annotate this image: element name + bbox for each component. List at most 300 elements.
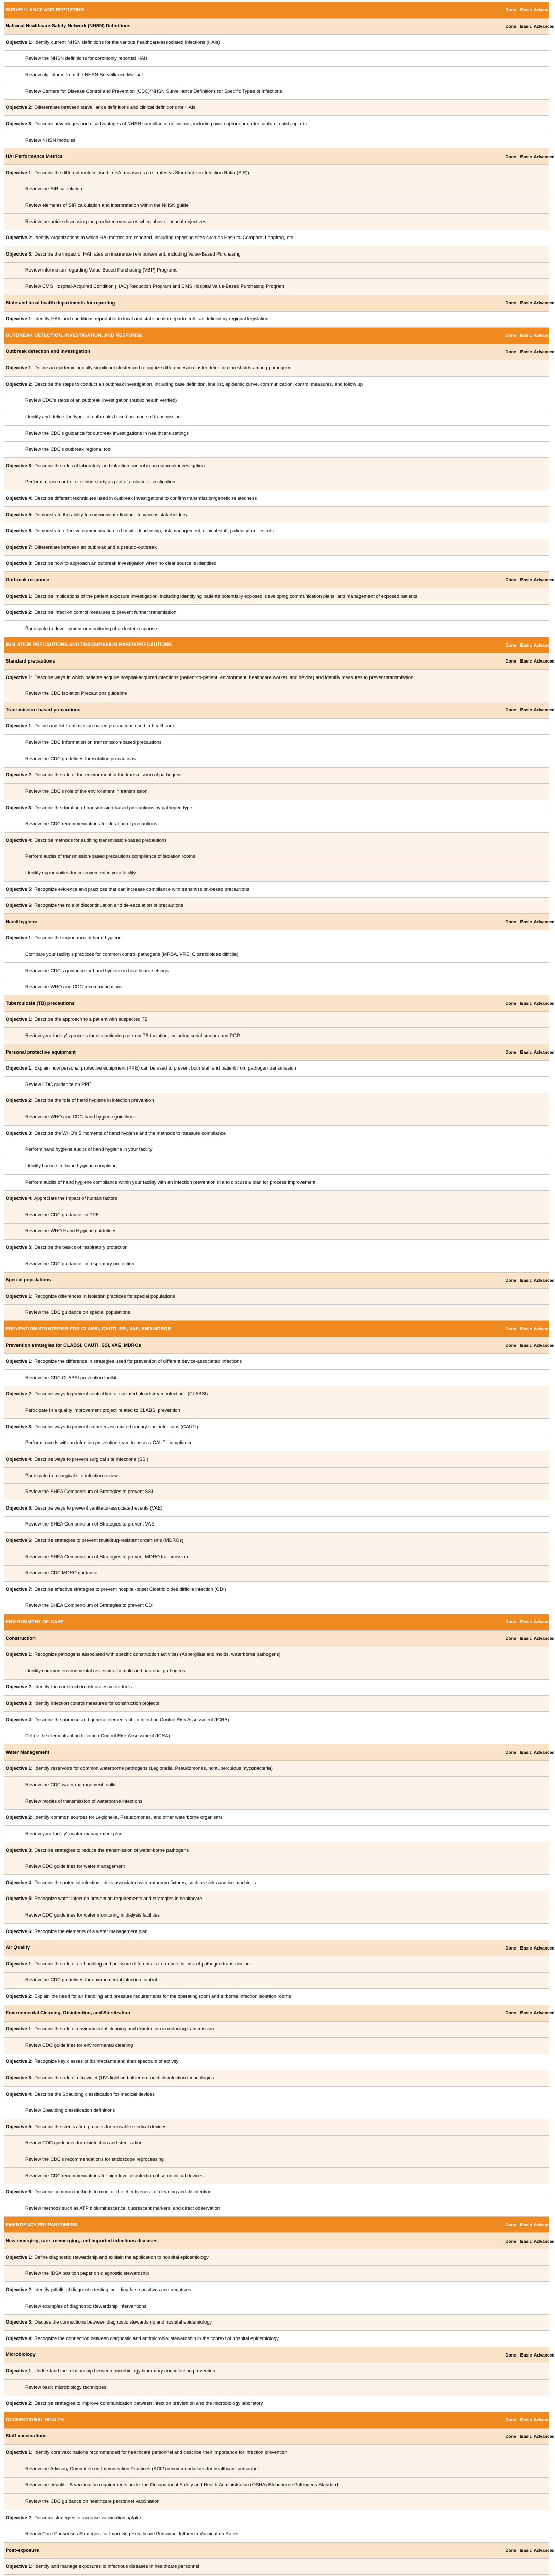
- objective-label: Objective 1:: [6, 39, 33, 45]
- activity-text: Perform rounds with an infection prevention team to assess CAUTI compliance: [25, 1440, 193, 1446]
- activity-text: Review the CDC MDRO guidance: [25, 1570, 98, 1576]
- objective-text: [4, 903, 503, 908]
- subsection-header: [4, 1744, 555, 1761]
- objective-description: Describe common methods to monitor the effectiveness of cleaning and disinfection: [34, 2189, 212, 2195]
- activity-row: [4, 963, 549, 979]
- objective-text: [4, 1294, 503, 1299]
- objective-text: [4, 317, 503, 321]
- activity-row: [4, 2200, 549, 2217]
- objective-row: [4, 1956, 549, 1973]
- advanced-column-header: Advanced: [534, 300, 555, 306]
- objective-row: [4, 1240, 549, 1256]
- objective-text: [4, 1506, 503, 1511]
- objective-text: [4, 2369, 503, 2374]
- objective-description: Define and list transmission-based precautions used in healthcare: [34, 723, 174, 729]
- subsection-header: [4, 1940, 555, 1957]
- subsection-header: [4, 914, 555, 930]
- advanced-column-header: Advanced: [534, 1049, 555, 1055]
- subsection-header: [4, 2347, 555, 2364]
- objective-text: [4, 1425, 503, 1429]
- activity-row: [4, 1907, 549, 1924]
- activity-row: [4, 474, 549, 491]
- objective-row: [4, 1419, 549, 1435]
- objective-description: Recognize the elements of a water management plan: [34, 1928, 148, 1934]
- objective-description: Describe the potential infectious risks associated with bathroom fixtures, such as sinks and ice machines: [34, 1879, 256, 1885]
- subsection-header: [4, 2233, 555, 2249]
- activity-text: Identify common environmental reservoirs for mold and bacterial pathogens: [25, 1668, 186, 1673]
- done-column-header: Done: [505, 349, 516, 354]
- activity-row: [4, 1109, 549, 1126]
- subsection-title: Outbreak response: [6, 577, 49, 582]
- objective-description: Describe the importance of hand hygiene: [34, 935, 122, 941]
- objective-label: Objective 5:: [6, 1896, 33, 1902]
- objective-row: [4, 1582, 549, 1598]
- objective-row: [4, 1696, 549, 1712]
- objective-description: Describe effective strategies to prevent hospital-onset Clostridioides difficile infection (CDI): [34, 1586, 226, 1592]
- activity-text: Review algorithms from the NHSN Surveillance Manual: [25, 72, 143, 78]
- subsection-title: State and local health departments for reporting: [6, 300, 115, 306]
- activity-row: [4, 393, 549, 410]
- section-title: PREVENTION STRATEGIES FOR CLABSI, CAUTI, SSI, VAE, AND MDROS: [6, 1326, 171, 1332]
- done-column-header: Done: [505, 577, 516, 583]
- objective-label: Objective 3:: [6, 1847, 33, 1853]
- objective-label: Objective 4:: [6, 837, 33, 843]
- objective-text: [4, 1017, 503, 1022]
- advanced-column-header: Advanced: [534, 333, 555, 338]
- objective-label: Objective 3:: [6, 1423, 33, 1429]
- basic-column-header: Basic: [520, 1945, 532, 1951]
- activity-row: [4, 1566, 549, 1582]
- advanced-column-header: Advanced: [534, 2548, 555, 2553]
- objective-description: Describe the approach to a patient with suspected TB: [34, 1016, 148, 1022]
- objective-row: [4, 2445, 549, 2461]
- objective-row: [4, 898, 549, 914]
- done-column-header: Done: [505, 2010, 516, 2015]
- activity-row: [4, 2168, 549, 2184]
- objective-label: Objective 4:: [6, 1717, 33, 1722]
- objective-text: [4, 1848, 503, 1853]
- objective-label: Objective 6:: [6, 903, 33, 908]
- objective-row: [4, 1191, 549, 1207]
- objective-text: [4, 2450, 503, 2455]
- objective-row: [4, 1647, 549, 1664]
- objective-text: [4, 122, 503, 126]
- activity-text: Review examples of diagnostic stewardship interventions: [25, 2303, 147, 2309]
- objective-row: [4, 1712, 549, 1728]
- activity-row: [4, 181, 549, 198]
- objective-row: [4, 670, 549, 686]
- activity-text: Review basic microbiology techniques: [25, 2384, 107, 2390]
- objective-description: Identify core vaccinations recommended for healthcare personnel and describe their importance for infection prevention: [34, 2450, 288, 2455]
- objective-row: [4, 1093, 549, 1110]
- activity-row: [4, 1256, 549, 1273]
- objective-label: Objective 1:: [6, 1359, 33, 1364]
- objective-row: [4, 1386, 549, 1403]
- activity-row: [4, 409, 549, 426]
- section-header: [4, 637, 555, 654]
- objective-text: [4, 2255, 503, 2260]
- objective-row: [4, 1891, 549, 1908]
- objective-row: [4, 1126, 549, 1142]
- objective-text: [4, 561, 503, 566]
- objective-description: Describe the role of environmental cleaning and disinfection in reducing transmission: [34, 2026, 214, 2032]
- activity-text: Compare your facility's practices for common control pathogens (MRSA, VRE, Clostridioides difficile): [25, 952, 239, 957]
- objective-text: [4, 529, 503, 533]
- objective-text: [4, 2564, 503, 2569]
- objective-text: [4, 1196, 503, 1201]
- objective-label: Objective 2:: [6, 2059, 33, 2064]
- objective-row: [4, 490, 549, 507]
- objective-row: [4, 2510, 549, 2527]
- activity-text: Review CDC guidelines for environmental cleaning: [25, 2042, 133, 2048]
- objective-text: [4, 1359, 503, 1364]
- basic-column-header: Basic: [520, 577, 532, 583]
- done-column-header: Done: [505, 154, 516, 159]
- basic-column-header: Basic: [520, 1326, 532, 1332]
- section-title: EMERGENCY PREPAREDNESS: [6, 2222, 77, 2227]
- activity-text: Review the SHEA Compendium of Strategies to prevent VAE: [25, 1521, 155, 1527]
- objective-row: [4, 588, 549, 605]
- activity-text: Review CMS Hospital-Acquired Condition (HAC) Reduction Program and CMS Hospital Value-Based Purchasing Program: [25, 284, 284, 290]
- activity-row: [4, 784, 549, 800]
- activity-text: Review the hepatitis B vaccination requirements under the Occupational Safety and Health Administration (OSHA) Bloodborne Pathogens Standard: [25, 2482, 338, 2488]
- activity-row: [4, 197, 549, 214]
- objective-label: Objective 1:: [6, 1766, 33, 1771]
- activity-text: Perform a case control or cohort study as part of a cluster investigation: [25, 479, 175, 485]
- activity-text: Review the WHO Hand Hygiene guidelines: [25, 1228, 117, 1234]
- advanced-column-header: Advanced: [534, 1619, 555, 1625]
- activity-row: [4, 1484, 549, 1500]
- done-column-header: Done: [505, 2238, 516, 2244]
- objective-label: Objective 6:: [6, 1928, 33, 1934]
- objective-row: [4, 719, 549, 735]
- basic-column-header: Basic: [520, 2433, 532, 2439]
- objective-description: Differentiate between surveillance definitions and clinical definitions for HAIs: [34, 105, 196, 110]
- objective-row: [4, 1289, 549, 1305]
- objective-description: Discuss the connections between diagnostic stewardship and hospital epidemiology: [34, 2319, 212, 2325]
- activity-row: [4, 1598, 549, 1615]
- objective-description: Describe strategies to increase vaccination uptake: [34, 2515, 141, 2520]
- advanced-column-header: Advanced: [534, 1277, 555, 1283]
- objective-row: [4, 1842, 549, 1859]
- objective-label: Objective 5:: [6, 1505, 33, 1511]
- objective-description: Identify and manage exposures to infectious diseases in healthcare personnel: [34, 2564, 199, 2569]
- objective-description: Identify HAIs and conditions reportable to local and state health departments, as defined by regional legislation: [34, 316, 269, 322]
- objective-label: Objective 1:: [6, 2564, 33, 2569]
- objective-row: [4, 377, 549, 393]
- done-column-header: Done: [505, 1945, 516, 1951]
- objective-row: [4, 2396, 549, 2413]
- done-column-header: Done: [505, 1326, 516, 1332]
- activity-text: Perform hand hygiene audits of hand hygiene in your facility: [25, 1147, 153, 1153]
- objective-text: [4, 1701, 503, 1706]
- objective-row: [4, 2363, 549, 2380]
- basic-column-header: Basic: [520, 2238, 532, 2244]
- objective-description: Describe the Spaulding classification for medical devices: [34, 2091, 155, 2097]
- section-header: [4, 1321, 555, 1337]
- objective-description: Recognize the difference in strategies used for prevention of different device-associated infections: [34, 1359, 242, 1364]
- objective-text: [4, 252, 503, 257]
- objective-row: [4, 833, 549, 849]
- basic-column-header: Basic: [520, 2010, 532, 2015]
- activity-row: [4, 2494, 549, 2510]
- objective-label: Objective 1:: [6, 2254, 33, 2260]
- subsection-title: National Healthcare Safety Network (NHSN) Definitions: [6, 23, 131, 29]
- objective-text: [4, 1929, 503, 1934]
- activity-row: [4, 83, 549, 100]
- objective-text: [4, 382, 503, 387]
- advanced-column-header: Advanced: [534, 2238, 555, 2244]
- activity-text: Review the Advisory Committee on Immunization Practices (ACIP) recommendations for healthcare personnel: [25, 2466, 259, 2471]
- activity-text: Participate in a quality improvement project related to CLABSI prevention: [25, 1408, 180, 1413]
- done-column-header: Done: [505, 300, 516, 306]
- objective-description: Describe different techniques used in outbreak investigations to confirm transmission/genetic relatedness: [34, 495, 257, 501]
- activity-row: [4, 1175, 549, 1191]
- activity-text: Review the CDC's outbreak regional tool: [25, 447, 112, 452]
- objective-row: [4, 1810, 549, 1826]
- objective-text: [4, 235, 503, 240]
- objective-text: [4, 1587, 503, 1592]
- subsection-title: Water Management: [6, 1749, 49, 1755]
- activity-row: [4, 1370, 549, 1386]
- objective-label: Objective 5:: [6, 1244, 33, 1250]
- basic-column-header: Basic: [520, 2548, 532, 2553]
- advanced-column-header: Advanced: [534, 7, 555, 13]
- activity-text: Review CDC guidelines for water monitoring in dialysis facilities: [25, 1912, 160, 1918]
- objective-label: Objective 3:: [6, 2319, 33, 2325]
- objective-row: [4, 1680, 549, 1696]
- activity-text: Review CDC guidelines for water management: [25, 1863, 125, 1869]
- subsection-title: New emerging, rare, reemerging, and imported infectious diseases: [6, 2238, 158, 2244]
- objective-label: Objective 2:: [6, 2286, 33, 2292]
- objective-label: Objective 1:: [6, 674, 33, 680]
- objective-label: Objective 5:: [6, 512, 33, 517]
- objective-label: Objective 3:: [6, 121, 33, 126]
- objective-description: Identify pitfalls of diagnostic testing including false positives and negatives: [34, 2286, 191, 2292]
- objective-text: [4, 171, 503, 175]
- subsection-title: Standard precautions: [6, 658, 55, 664]
- objective-label: Objective 2:: [6, 381, 33, 387]
- objective-label: Objective 1:: [6, 170, 33, 175]
- activity-row: [4, 2136, 549, 2152]
- objective-row: [4, 1061, 549, 1077]
- objective-description: Describe the duration of transmission-based precautions by pathogen type: [34, 805, 192, 810]
- activity-text: Review the NHSN definitions for commonly reported HAIs: [25, 56, 148, 61]
- objective-description: Describe ways to prevent central line-associated bloodstream infections (CLABSI): [34, 1391, 208, 1397]
- activity-text: Review the CDC Information on transmission-based precautions: [25, 740, 162, 745]
- advanced-column-header: Advanced: [534, 1326, 555, 1332]
- section-title: OCCUPATIONAL HEALTH: [6, 2417, 64, 2422]
- objective-description: Describe the role of the environment in the transmission of pathogens: [34, 772, 182, 778]
- done-column-header: Done: [505, 2352, 516, 2358]
- objective-label: Objective 2:: [6, 2401, 33, 2406]
- activity-row: [4, 979, 549, 996]
- subsection-header: [4, 1631, 555, 1647]
- objective-description: Recognize evidence and practices that can increase compliance with transmission-based precautions: [34, 886, 249, 892]
- objective-description: Differentiate between an outbreak and a pseudo-outbreak: [34, 544, 157, 550]
- objective-text: [4, 513, 503, 517]
- done-column-header: Done: [505, 2433, 516, 2439]
- objective-label: Objective 4:: [6, 1879, 33, 1885]
- objective-description: Describe the purpose and general elements of an Infection Control Risk Assessment (ICRA): [34, 1717, 229, 1722]
- activity-row: [4, 279, 549, 295]
- objective-text: [4, 610, 503, 615]
- activity-row: [4, 442, 549, 458]
- objective-description: Recognize the role of discontinuation and de-escalation of precautions: [34, 903, 183, 908]
- activity-text: Participate in a surgical site infection review: [25, 1472, 118, 1478]
- activity-text: Review CDC guidelines for disinfection and sterilization: [25, 2140, 143, 2146]
- objective-text: [4, 2092, 503, 2097]
- objective-label: Objective 1:: [6, 935, 33, 941]
- activity-row: [4, 1435, 549, 1452]
- objective-description: Understand the relationship between microbiology laboratory and infection prevention: [34, 2368, 215, 2374]
- objective-description: Describe ways to prevent surgical site infections (SSI): [34, 1456, 148, 1462]
- activity-text: Review the CDC guidance on PPE: [25, 1212, 99, 1217]
- objective-label: Objective 1:: [6, 593, 33, 599]
- objective-text: [4, 1245, 503, 1250]
- objective-label: Objective 2:: [6, 105, 33, 110]
- subsection-title: Staff vaccinations: [6, 2433, 47, 2439]
- basic-column-header: Basic: [520, 919, 532, 925]
- activity-text: Identify barriers to hand hygiene compliance: [25, 1163, 120, 1168]
- done-column-header: Done: [505, 2222, 516, 2227]
- advanced-column-header: Advanced: [534, 2222, 555, 2227]
- objective-description: Appreciate the impact of human factors: [33, 1196, 117, 1201]
- objective-label: Objective 6:: [6, 2189, 33, 2195]
- activity-row: [4, 1858, 549, 1875]
- objective-text: [4, 2076, 503, 2080]
- objective-label: Objective 1:: [6, 1961, 33, 1967]
- objective-description: Define diagnostic stewardship and explain the application to hospital epidemiology: [34, 2254, 209, 2260]
- activity-row: [4, 1028, 549, 1044]
- objective-text: [4, 2336, 503, 2341]
- objective-text: [4, 724, 503, 728]
- done-column-header: Done: [505, 707, 516, 713]
- done-column-header: Done: [505, 1001, 516, 1006]
- basic-column-header: Basic: [520, 1750, 532, 1755]
- basic-column-header: Basic: [520, 2222, 532, 2227]
- activity-text: Review NHSN modules: [25, 137, 76, 143]
- objective-row: [4, 2054, 549, 2071]
- basic-column-header: Basic: [520, 349, 532, 354]
- objective-label: Objective 3:: [6, 2075, 33, 2081]
- objective-row: [4, 930, 549, 947]
- done-column-header: Done: [505, 1049, 516, 1055]
- objective-text: [4, 2190, 503, 2194]
- activity-row: [4, 214, 549, 230]
- activity-text: Review the CDC's role of the environment in transmission: [25, 788, 148, 794]
- subsection-header: [4, 572, 555, 588]
- objective-text: [4, 1718, 503, 1722]
- activity-text: Review Centers for Disease Control and Prevention (CDC)/NHSN Surveillance Definitions for Specific Types of Infections: [25, 88, 282, 94]
- advanced-column-header: Advanced: [534, 154, 555, 159]
- objective-text: [4, 1066, 503, 1071]
- activity-row: [4, 1468, 549, 1484]
- objective-label: Objective 8:: [6, 561, 33, 566]
- objective-label: Objective 7:: [6, 544, 33, 550]
- objective-description: Describe ways to prevent catheter-associated urinary tract infections (CAUTI): [34, 1423, 198, 1429]
- activity-row: [4, 1777, 549, 1793]
- subsection-title: Outbreak detection and investigation: [6, 349, 90, 354]
- objective-description: Describe implications of the patient exposure investigation, including identifying patients potentially exposed, developing communication plans, and management of exposed patients: [34, 593, 418, 599]
- objective-label: Objective 1:: [6, 1293, 33, 1299]
- activity-text: Participate in development or monitoring of a cluster response: [25, 625, 157, 631]
- objective-description: Describe strategies to prevent multidrug-resistant organisms (MDROs): [34, 1537, 184, 1543]
- activity-text: Review the WHO and CDC recommendations: [25, 984, 123, 990]
- objective-row: [4, 100, 549, 116]
- activity-row: [4, 1793, 549, 1810]
- objective-row: [4, 230, 549, 247]
- objective-description: Describe the different metrics used in HAI measures (i.e., rates vs Standardized Infection Ratio (SIR)): [34, 170, 249, 175]
- activity-row: [4, 1663, 549, 1680]
- objective-text: [4, 545, 503, 550]
- activity-text: Review the CDC water management toolkit: [25, 1782, 117, 1788]
- subsection-header: [4, 653, 555, 670]
- activity-text: Define the elements of an Infection Control Risk Assessment (ICRA): [25, 1733, 170, 1739]
- activity-text: Identify opportunities for improvement in your facility: [25, 870, 136, 875]
- activity-text: Review elements of SIR calculation and interpretation within the NHSN guide: [25, 202, 189, 208]
- objective-text: [4, 1392, 503, 1396]
- advanced-column-header: Advanced: [534, 23, 555, 29]
- objective-label: Objective 3:: [6, 1130, 33, 1136]
- objective-label: Objective 2:: [6, 235, 33, 241]
- objective-description: Identify the construction risk assessment tools: [34, 1684, 132, 1690]
- objective-label: Objective 5:: [6, 886, 33, 892]
- objective-text: [4, 464, 503, 468]
- objective-description: Describe ways to prevent ventilator-associated events (VAE): [34, 1505, 163, 1511]
- section-header: [4, 2217, 555, 2233]
- activity-text: Review modes of transmission of waterborne infections: [25, 1798, 143, 1804]
- advanced-column-header: Advanced: [534, 1635, 555, 1641]
- activity-row: [4, 735, 549, 751]
- activity-row: [4, 132, 549, 149]
- activity-row: [4, 816, 549, 833]
- subsection-header: [4, 2429, 555, 2445]
- advanced-column-header: Advanced: [534, 577, 555, 583]
- objective-label: Objective 1:: [6, 365, 33, 371]
- activity-text: Review information regarding Value-Based Purchasing (VBP) Programs: [25, 267, 178, 273]
- subsection-title: Transmission-based precautions: [6, 707, 81, 713]
- activity-row: [4, 1517, 549, 1533]
- objective-row: [4, 882, 549, 898]
- advanced-column-header: Advanced: [534, 919, 555, 925]
- objective-description: Demonstrate effective communication to hospital leadership, risk management, clinical staff, patients/families, etc.: [34, 528, 275, 534]
- objective-label: Objective 5:: [6, 2124, 33, 2129]
- objective-label: Objective 4:: [6, 495, 33, 501]
- basic-column-header: Basic: [520, 658, 532, 664]
- objective-label: Objective 1:: [6, 2368, 33, 2374]
- done-column-header: Done: [505, 23, 516, 29]
- objective-text: [4, 1896, 503, 1901]
- objective-text: [4, 105, 503, 110]
- objective-description: Describe ways in which patients acquire hospital-acquired infections (patient-to-patient, environment, healthcare worker, and device) and identify measures to prevent transmission: [34, 674, 414, 680]
- subsection-header: [4, 1273, 555, 1289]
- activity-row: [4, 621, 549, 637]
- objective-text: [4, 1457, 503, 1462]
- objective-description: Explain the need for air handling and pressure requirements for the operating room and airborne infection isolation rooms: [34, 1994, 291, 1999]
- subsection-title: Construction: [6, 1635, 36, 1641]
- activity-row: [4, 865, 549, 882]
- objective-row: [4, 1761, 549, 1777]
- objective-description: Describe infection control measures to prevent further transmission: [34, 609, 177, 615]
- subsection-title: Microbiology: [6, 2352, 36, 2358]
- activity-text: Review methods such as ATP bioluminescence, fluorescent markers, and direct observation: [25, 2205, 220, 2211]
- objective-description: Identify infection control measures for construction projects: [34, 1701, 159, 1706]
- objective-row: [4, 800, 549, 817]
- objective-label: Objective 1:: [6, 723, 33, 729]
- activity-row: [4, 263, 549, 279]
- objective-text: [4, 1815, 503, 1820]
